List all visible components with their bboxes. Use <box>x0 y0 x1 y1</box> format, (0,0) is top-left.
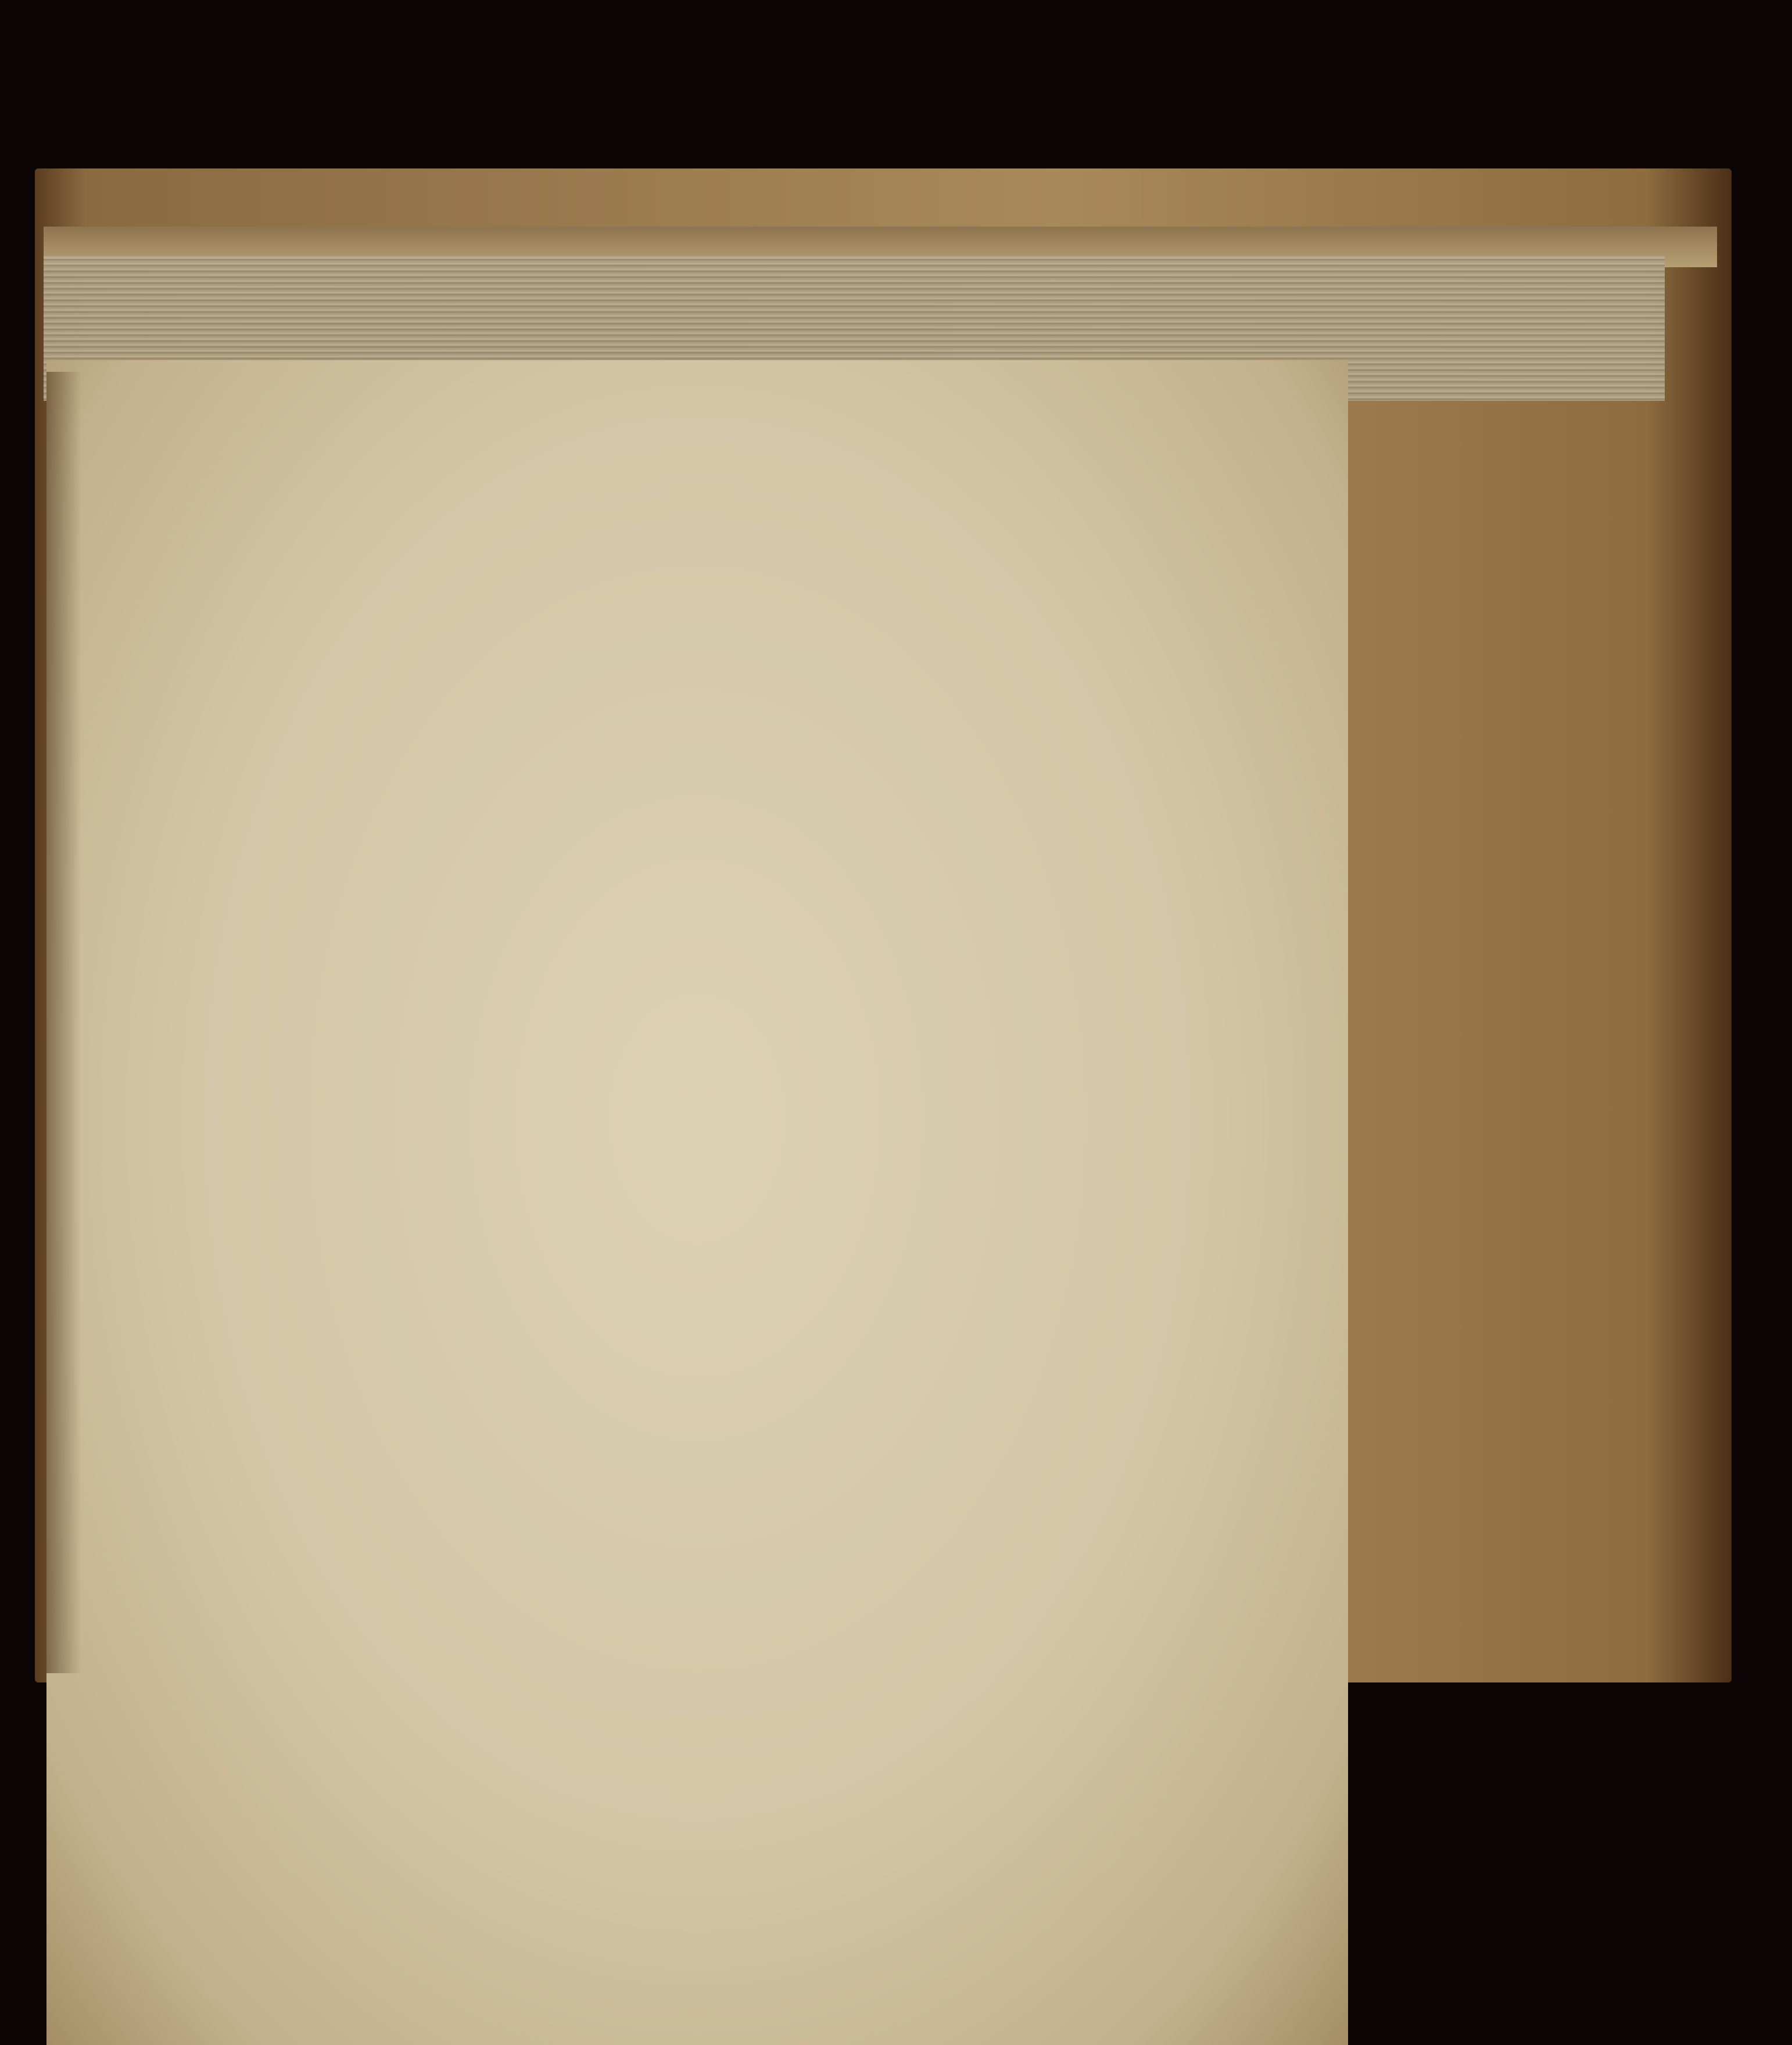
rotated-page-content <box>1673 0 1792 372</box>
gutter-shadow <box>46 372 81 1673</box>
paper-page <box>46 360 1348 2045</box>
